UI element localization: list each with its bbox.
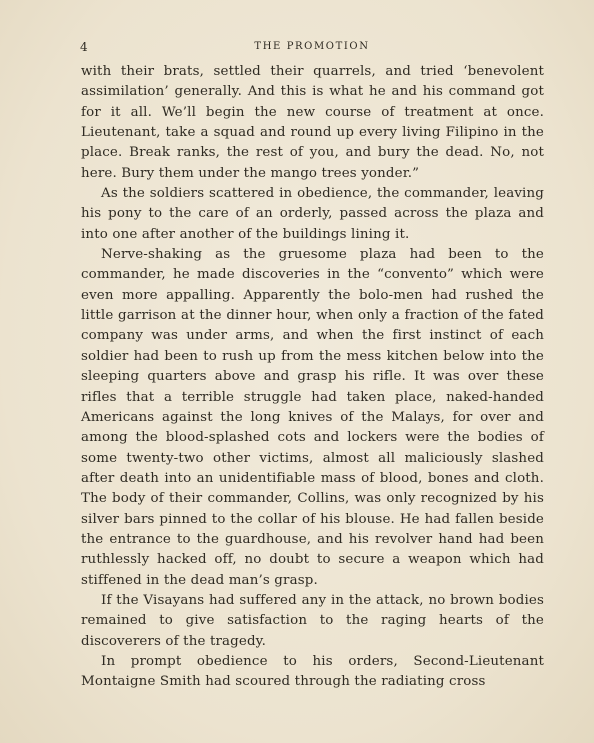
running-header (80, 40, 544, 56)
paragraph: Nerve-shaking as the gruesome plaza had been to the commander, he made discoveries in the “convento” which were even more appalling. Apparently the bolo-men had rushed the little garrison at the dinner hour, when only a fraction of the fated company was under arms, and when the first instinct of each soldier had been to rush up from the mess kitchen below into the sleeping quarters above and grasp his rifle. It was over these rifles that a terrible struggle had taken place, naked-handed Americans against the long knives of the Malays, for over and among the blood-splashed cots and lockers were the bodies of some twenty-two other victims, almost all maliciously slashed after death into an unidentifiable mass of blood, bones and cloth. The body of their commander, Collins, was only recognized by his silver bars pinned to the collar of his blouse. He had fallen beside the entrance to the guardhouse, and his revolver hand had been ruthlessly hacked off, no doubt to secure a weapon which had stiffened in the dead man’s grasp. (81, 247, 544, 588)
paragraph: In prompt obedience to his orders, Second-Lieutenant Montaigne Smith had scoured through the radiating cross (81, 653, 544, 690)
page-number: 4 (80, 40, 88, 54)
running-title: THE PROMOTION (254, 41, 370, 52)
paragraph-continued: with their brats, settled their quarrels, and tried ‘benevolent assimilation’ generally. And this is what he and his command got for it all. We’ll begin the new course of treatment at once. Lieutenant, take a squad and round up every living Filipino in the place. Break ranks, the rest of you, and bury the dead. No, not here. Bury them under the mango trees yonder.” (81, 64, 544, 181)
paragraph: If the Visayans had suffered any in the attack, no brown bodies remained to give satisfaction to the raging hearts of the discoverers of the tragedy. (81, 592, 544, 649)
paragraph: As the soldiers scattered in obedience, the commander, leaving his pony to the care of an orderly, passed across the plaza and into one after another of the buildings lining it. (81, 186, 544, 242)
body-text (81, 62, 544, 693)
